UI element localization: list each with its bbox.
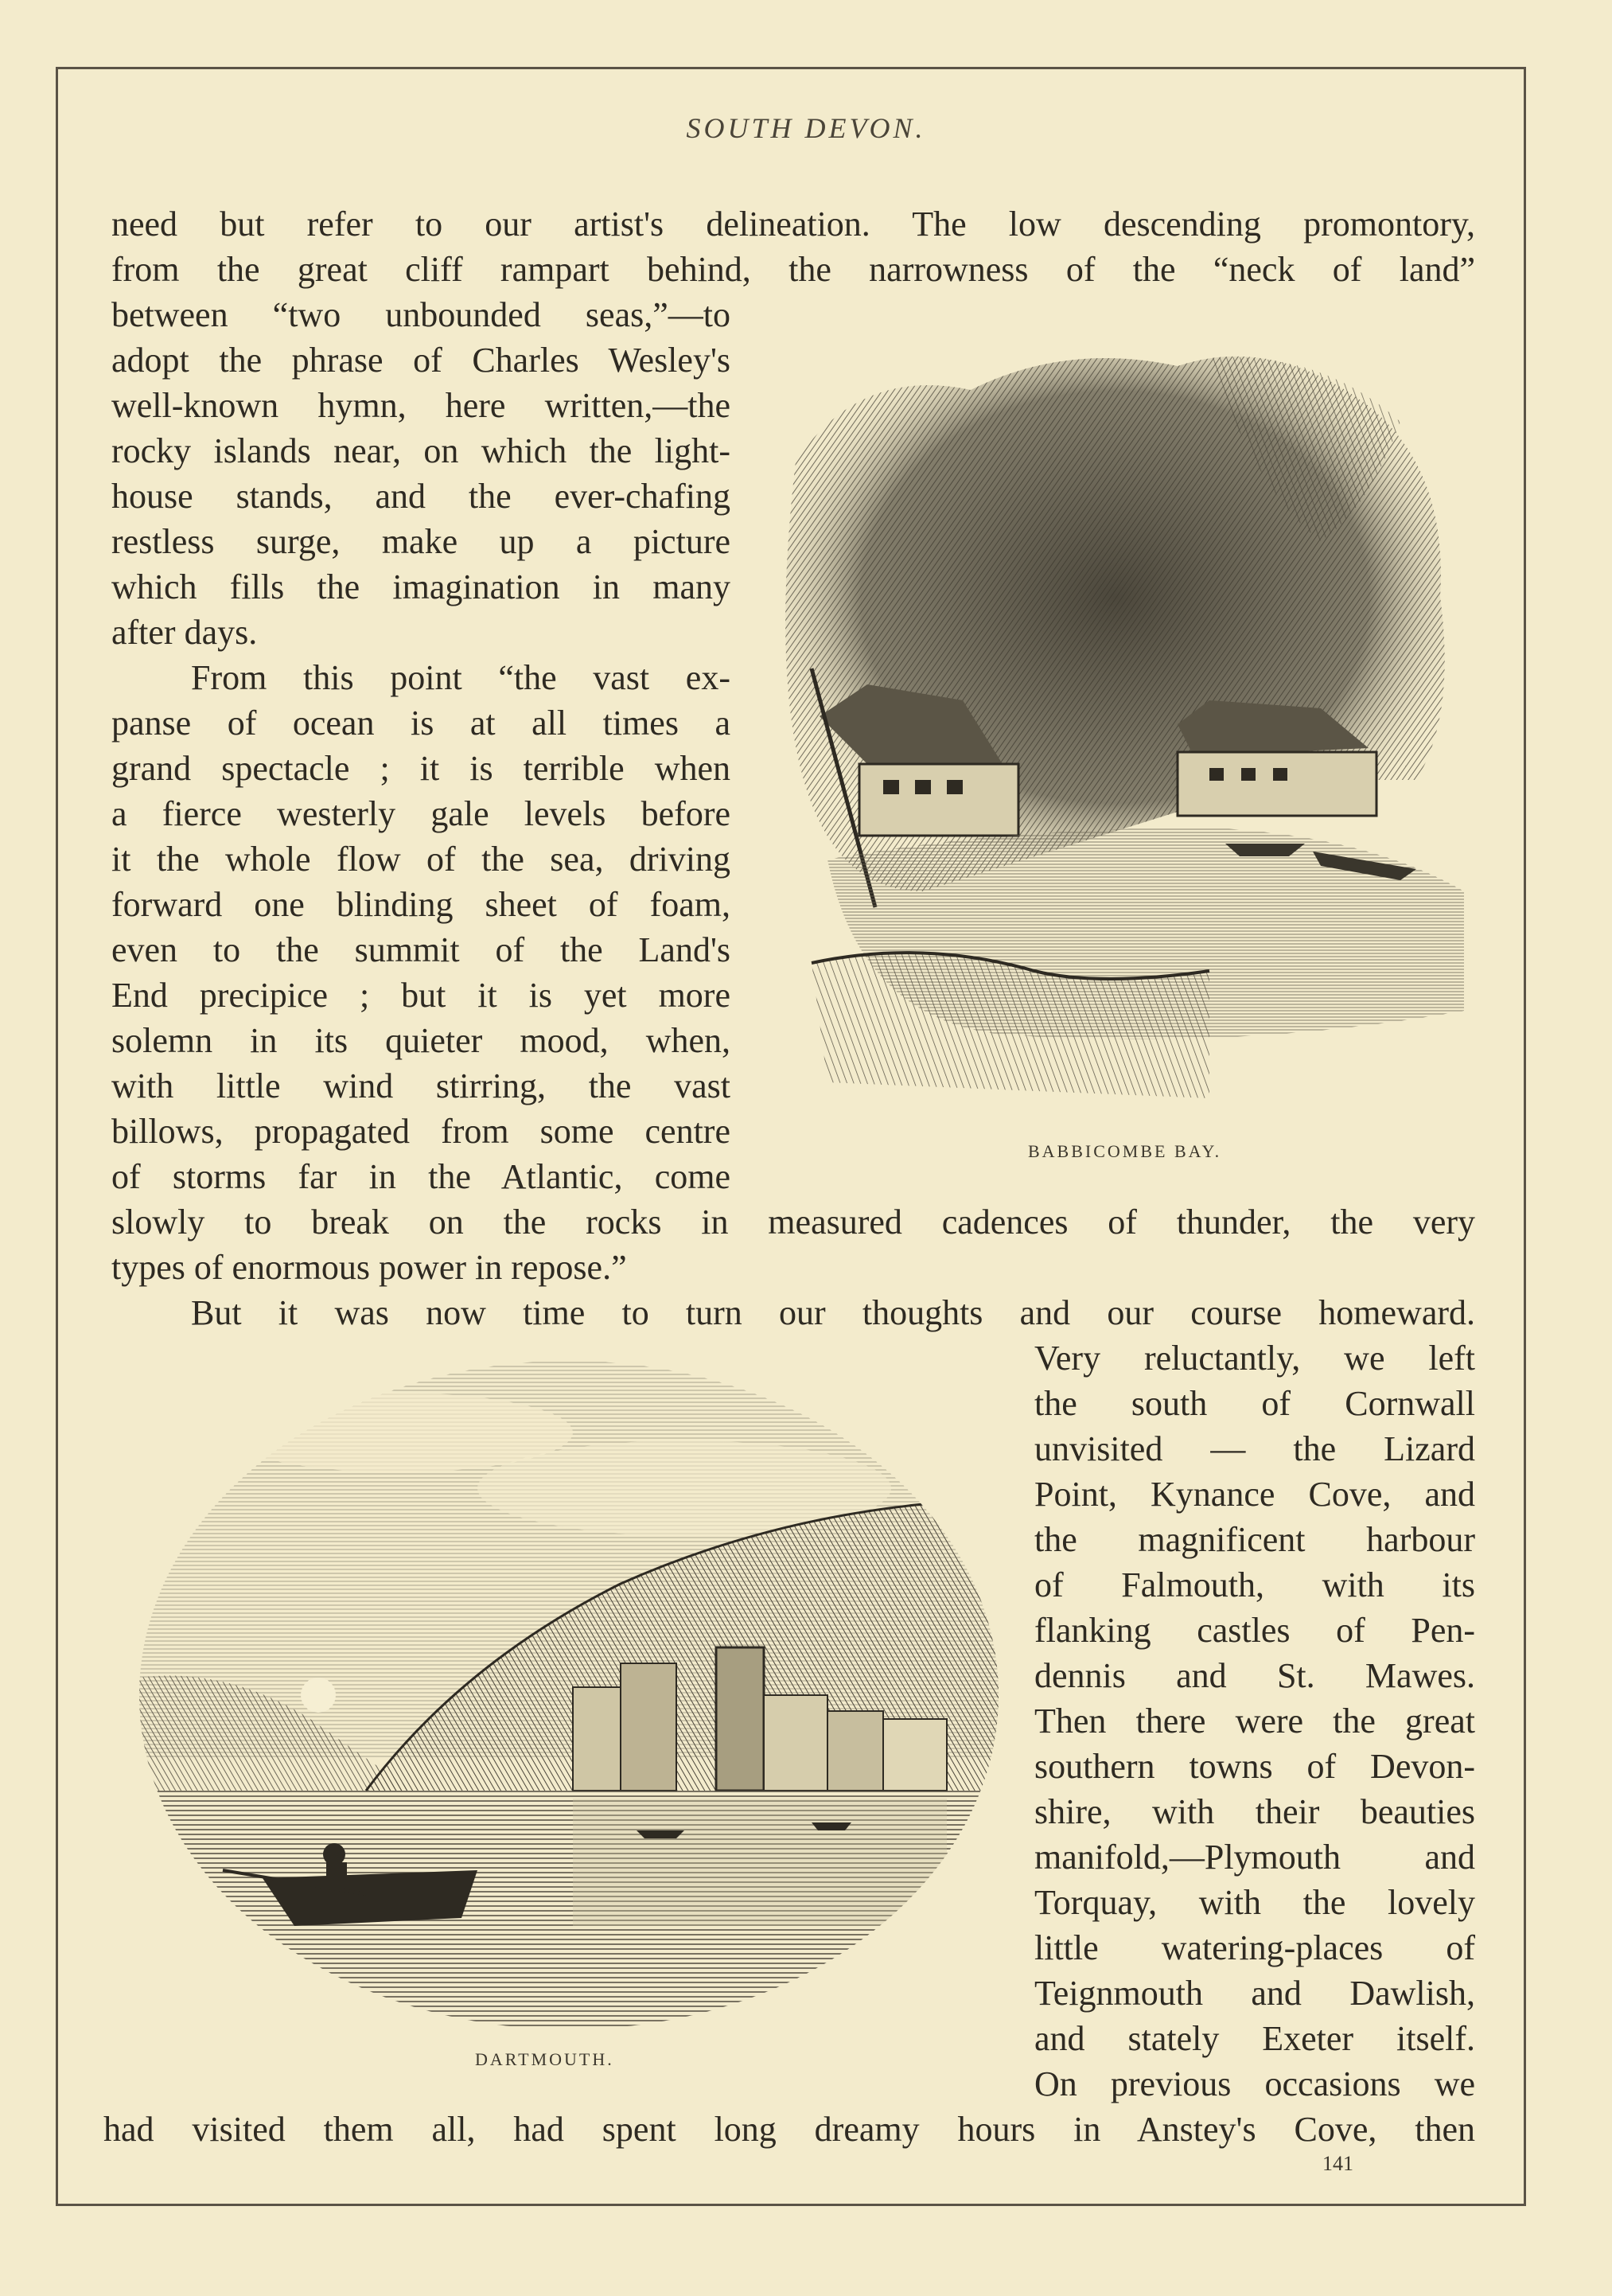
text-line: Very reluctantly, we left [1034, 1339, 1475, 1378]
text-line: Teignmouth and Dawlish, [1034, 1974, 1475, 2013]
text-line: panse of ocean is at all times a [111, 704, 730, 743]
text-line: solemn in its quieter mood, when, [111, 1021, 730, 1060]
text-line: types of enormous power in repose.” [111, 1248, 627, 1287]
text-line: the magnificent harbour [1034, 1520, 1475, 1559]
text-line: forward one blinding sheet of foam, [111, 885, 730, 924]
text-line: manifold,—Plymouth and [1034, 1838, 1475, 1877]
text-line: flanking castles of Pen- [1034, 1611, 1475, 1650]
babbicombe-bay-illustration [764, 334, 1472, 1122]
text-line: But it was now time to turn our thoughts and our course homeward. [191, 1293, 1475, 1332]
dartmouth-caption: DARTMOUTH. [475, 2049, 614, 2069]
text-line: unvisited — the Lizard [1034, 1429, 1475, 1468]
text-line: dennis and St. Mawes. [1034, 1656, 1475, 1695]
text-line: and stately Exeter itself. [1034, 2019, 1475, 2058]
text-line: grand spectacle ; it is terrible when [111, 749, 730, 788]
text-line: shire, with their beauties [1034, 1792, 1475, 1831]
text-line: slowly to break on the rocks in measured cadences of thunder, the very [111, 1203, 1475, 1242]
text-line: well-known hymn, here written,—the [111, 386, 730, 425]
text-line: adopt the phrase of Charles Wesley's [111, 341, 730, 380]
text-line: of storms far in the Atlantic, come [111, 1157, 730, 1196]
text-line: billows, propagated from some centre [111, 1112, 730, 1151]
text-line: a fierce westerly gale levels before [111, 794, 730, 833]
text-line: Then there were the great [1034, 1702, 1475, 1741]
text-line: the south of Cornwall [1034, 1384, 1475, 1423]
text-line: from the great cliff rampart behind, the narrowness of the “neck of land” [111, 250, 1475, 289]
text-line: it the whole flow of the sea, driving [111, 840, 730, 879]
text-line: From this point “the vast ex- [191, 658, 730, 697]
text-line: rocky islands near, on which the light- [111, 431, 730, 470]
text-line: On previous occasions we [1034, 2064, 1475, 2103]
text-line: between “two unbounded seas,”—to [111, 295, 730, 334]
text-line: with little wind stirring, the vast [111, 1066, 730, 1105]
text-line: restless surge, make up a picture [111, 522, 730, 561]
text-line: had visited them all, had spent long dreamy hours in Anstey's Cove, then [103, 2110, 1475, 2149]
text-line: southern towns of Devon- [1034, 1747, 1475, 1786]
text-line: of Falmouth, with its [1034, 1565, 1475, 1604]
text-line: even to the summit of the Land's [111, 930, 730, 969]
text-line: End precipice ; but it is yet more [111, 976, 730, 1015]
text-line: Torquay, with the lovely [1034, 1883, 1475, 1922]
text-line: which fills the imagination in many [111, 567, 730, 606]
text-line: house stands, and the ever-chafing [111, 477, 730, 516]
text-line: need but refer to our artist's delineation. The low descending promontory, [111, 205, 1475, 244]
page-number: 141 [1322, 2152, 1353, 2175]
text-line: Point, Kynance Cove, and [1034, 1475, 1475, 1514]
babbicombe-bay-caption: BABBICOMBE BAY. [1028, 1141, 1222, 1161]
running-head: SOUTH DEVON. [686, 112, 926, 144]
text-line: little watering-places of [1034, 1928, 1475, 1967]
dartmouth-illustration [127, 1345, 1010, 2053]
text-line: after days. [111, 613, 258, 652]
